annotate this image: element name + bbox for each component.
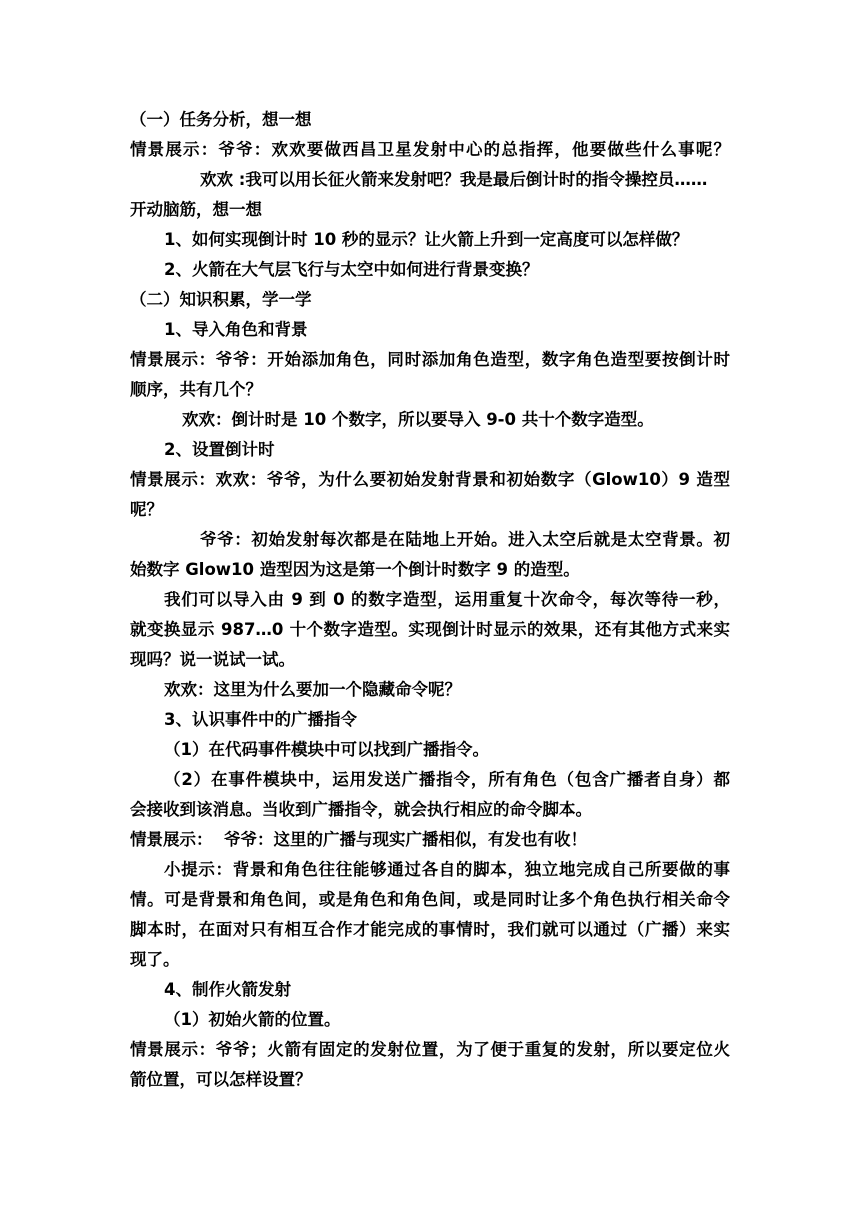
paragraph-line: 欢欢：这里为什么要加一个隐藏命令呢？	[164, 680, 461, 699]
list-item: 2、火箭在大气层飞行与太空中如何进行背景变换？	[164, 260, 539, 279]
subheading: 4、制作火箭发射	[164, 980, 291, 999]
tip-line: 小提示：背景和角色往往能够通过各自的脚本，独立地完成自己所要做的事	[164, 860, 730, 879]
paragraph-line: 爷爷：初始发射每次都是在陆地上开始。进入太空后就是太空背景。初	[200, 530, 730, 549]
paragraph-line: 始数字 Glow10 造型因为这是第一个倒计时数字 9 的造型。	[130, 560, 580, 579]
list-item: （1）初始火箭的位置。	[164, 1010, 341, 1029]
paragraph-line: 就变换显示 987…0 十个数字造型。实现倒计时显示的效果，还有其他方式来实	[130, 620, 730, 639]
paragraph-line: 箭位置，可以怎样设置？	[130, 1070, 312, 1089]
paragraph-line: 欢欢：倒计时是 10 个数字，所以要导入 9-0 共十个数字造型。	[182, 410, 654, 429]
paragraph-line: 呢？	[130, 500, 163, 519]
paragraph-line: 现吗？说一说试一试。	[130, 650, 295, 669]
tip-line: 情。可是背景和角色间，或是角色和角色间，或是同时让多个角色执行相关命令	[130, 890, 730, 909]
paragraph-line: 顺序，共有几个？	[130, 380, 262, 399]
tip-line: 脚本时，在面对只有相互合作才能完成的事情时，我们就可以通过（广播）来实	[130, 920, 730, 939]
paragraph-line: 情景展示：欢欢：爷爷，为什么要初始发射背景和初始数字（Glow10）9 造型	[130, 470, 730, 489]
paragraph-line: 情景展示：爷爷；火箭有固定的发射位置，为了便于重复的发射，所以要定位火	[130, 1040, 730, 1059]
paragraph-line: 会接收到该消息。当收到广播指令，就会执行相应的命令脚本。	[130, 800, 592, 819]
subheading: 3、认识事件中的广播指令	[164, 710, 357, 729]
list-item: 1、如何实现倒计时 10 秒的显示？让火箭上升到一定高度可以怎样做？	[164, 230, 689, 249]
paragraph-line: 情景展示： 爷爷：这里的广播与现实广播相似，有发也有收！	[130, 830, 587, 849]
list-item: （2）在事件模块中，运用发送广播指令，所有角色（包含广播者自身）都	[164, 770, 730, 789]
section-heading-1: （一）任务分析，想一想	[130, 110, 312, 129]
section-heading-2: （二）知识积累，学一学	[130, 290, 312, 309]
subheading: 1、导入角色和背景	[164, 320, 308, 339]
list-item: （1）在代码事件模块中可以找到广播指令。	[164, 740, 489, 759]
paragraph-line: 开动脑筋，想一想	[130, 200, 262, 219]
paragraph-line: 情景展示：爷爷：开始添加角色，同时添加角色造型，数字角色造型要按倒计时	[130, 350, 730, 369]
subheading: 2、设置倒计时	[164, 440, 275, 459]
tip-line: 现了。	[130, 950, 180, 969]
paragraph-line: 欢欢 :我可以用长征火箭来发射吧？我是最后倒计时的指令操控员……	[200, 170, 708, 189]
paragraph-line: 情景展示：爷爷：欢欢要做西昌卫星发射中心的总指挥，他要做些什么事呢？	[130, 140, 730, 159]
paragraph-line: 我们可以导入由 9 到 0 的数字造型，运用重复十次命令，每次等待一秒，	[164, 590, 730, 609]
